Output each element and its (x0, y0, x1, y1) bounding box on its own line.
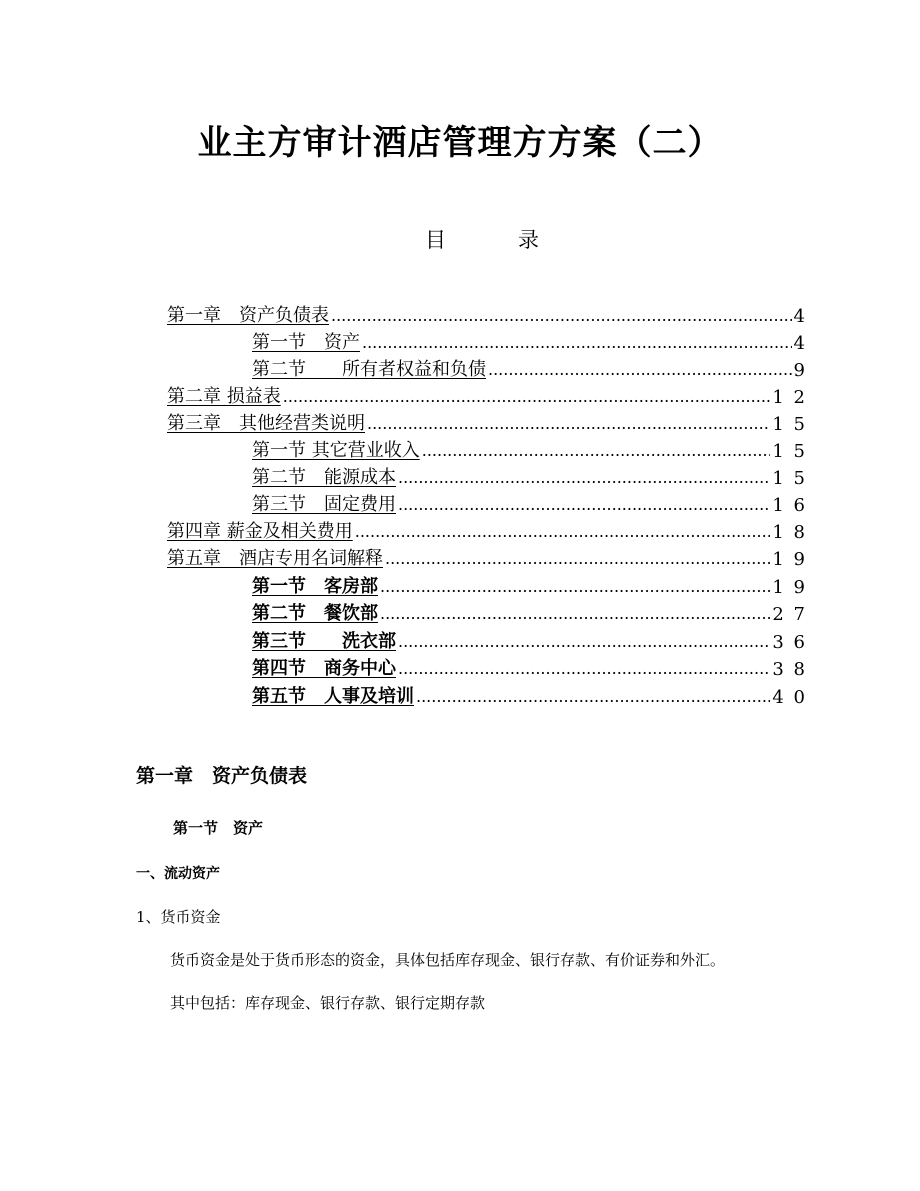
toc-entry[interactable] (252, 681, 807, 708)
toc-leader-dots (398, 661, 770, 677)
toc-entry-page: 3 6 (772, 632, 807, 653)
toc-entry-page: 1 5 (772, 414, 807, 435)
toc-entry-label[interactable]: 第二节 能源成本 (252, 467, 396, 488)
toc-entry-page: 1 5 (772, 441, 807, 462)
toc-entry-page: 1 6 (772, 495, 807, 516)
toc-entry-label[interactable]: 第四节 商务中心 (252, 658, 396, 679)
toc-entry-page: 2 7 (772, 604, 807, 625)
toc-entry[interactable] (252, 653, 807, 680)
toc-leader-dots (398, 470, 770, 486)
toc-heading-left: 目 (425, 228, 446, 252)
toc-leader-dots (385, 551, 770, 567)
toc-entry-page: 1 8 (772, 522, 807, 543)
toc-entry[interactable] (167, 381, 807, 408)
toc-heading (0, 224, 920, 254)
toc-leader-dots (283, 389, 771, 405)
toc-entry-label[interactable]: 第一节 资产 (252, 332, 360, 353)
toc-entry[interactable] (252, 598, 807, 625)
toc-heading-right: 录 (518, 228, 539, 252)
toc-entry[interactable] (167, 516, 807, 543)
toc-entry[interactable] (167, 408, 807, 435)
toc-entry[interactable] (252, 489, 807, 516)
toc-entry[interactable] (252, 435, 807, 462)
toc-entry-page: 1 5 (772, 468, 807, 489)
toc-entry-label[interactable]: 第四章 薪金及相关费用 (167, 521, 353, 542)
toc-entry[interactable] (252, 354, 807, 381)
toc-entry-label[interactable]: 第五章 酒店专用名词解释 (167, 548, 383, 569)
chapter-heading: 第一章 资产负债表 (136, 765, 308, 787)
toc-leader-dots (416, 689, 770, 705)
toc-leader-dots (380, 606, 770, 622)
document-title: 业主方审计酒店管理方方案（二） (197, 123, 723, 163)
toc-entry-page: 4 (793, 306, 807, 327)
toc-leader-dots (488, 362, 792, 378)
toc-entry[interactable] (252, 462, 807, 489)
toc-entry[interactable] (167, 543, 807, 570)
toc-leader-dots (362, 335, 792, 351)
toc-leader-dots (398, 497, 770, 513)
toc-entry-label[interactable]: 第二节 餐饮部 (252, 603, 378, 624)
toc-entry-page: 4 (793, 333, 807, 354)
toc-entry-label[interactable]: 第二节 所有者权益和负债 (252, 359, 486, 380)
toc-entry-page: 9 (793, 360, 807, 381)
subsection-heading: 一、流动资产 (136, 866, 220, 882)
toc-entry[interactable] (252, 327, 807, 354)
toc-entry-label[interactable]: 第一章 资产负债表 (167, 305, 329, 326)
body-paragraph: 其中包括：库存现金、银行存款、银行定期存款 (170, 994, 486, 1012)
toc-entry-label[interactable]: 第一节 其它营业收入 (252, 440, 420, 461)
toc-entry-page: 1 9 (772, 577, 807, 598)
toc-entry-label[interactable]: 第三章 其他经营类说明 (167, 413, 365, 434)
toc-entry-label[interactable]: 第三节 固定费用 (252, 494, 396, 515)
item-heading: 1、货币资金 (136, 908, 221, 926)
toc-leader-dots (367, 416, 770, 432)
toc-entry-label[interactable]: 第五节 人事及培训 (252, 686, 414, 707)
body-paragraph: 货币资金是处于货币形态的资金，具体包括库存现金、银行存款、有价证券和外汇。 (170, 951, 726, 969)
toc-entry-label[interactable]: 第三节 洗衣部 (252, 631, 396, 652)
toc-entry-page: 1 9 (772, 549, 807, 570)
section-heading: 第一节 资产 (173, 819, 264, 837)
toc-entry-page: 4 0 (772, 687, 807, 708)
toc-leader-dots (331, 308, 792, 324)
toc-entry[interactable] (252, 626, 807, 653)
toc-leader-dots (398, 634, 770, 650)
toc-entry-label[interactable]: 第一节 客房部 (252, 576, 378, 597)
toc-entry[interactable] (252, 571, 807, 598)
toc-leader-dots (422, 443, 771, 459)
toc-leader-dots (380, 579, 770, 595)
toc-entry-page: 1 2 (772, 387, 807, 408)
toc-entry[interactable] (167, 300, 807, 327)
toc-entry-page: 3 8 (772, 659, 807, 680)
toc-entry-label[interactable]: 第二章 损益表 (167, 386, 281, 407)
toc-leader-dots (355, 524, 771, 540)
